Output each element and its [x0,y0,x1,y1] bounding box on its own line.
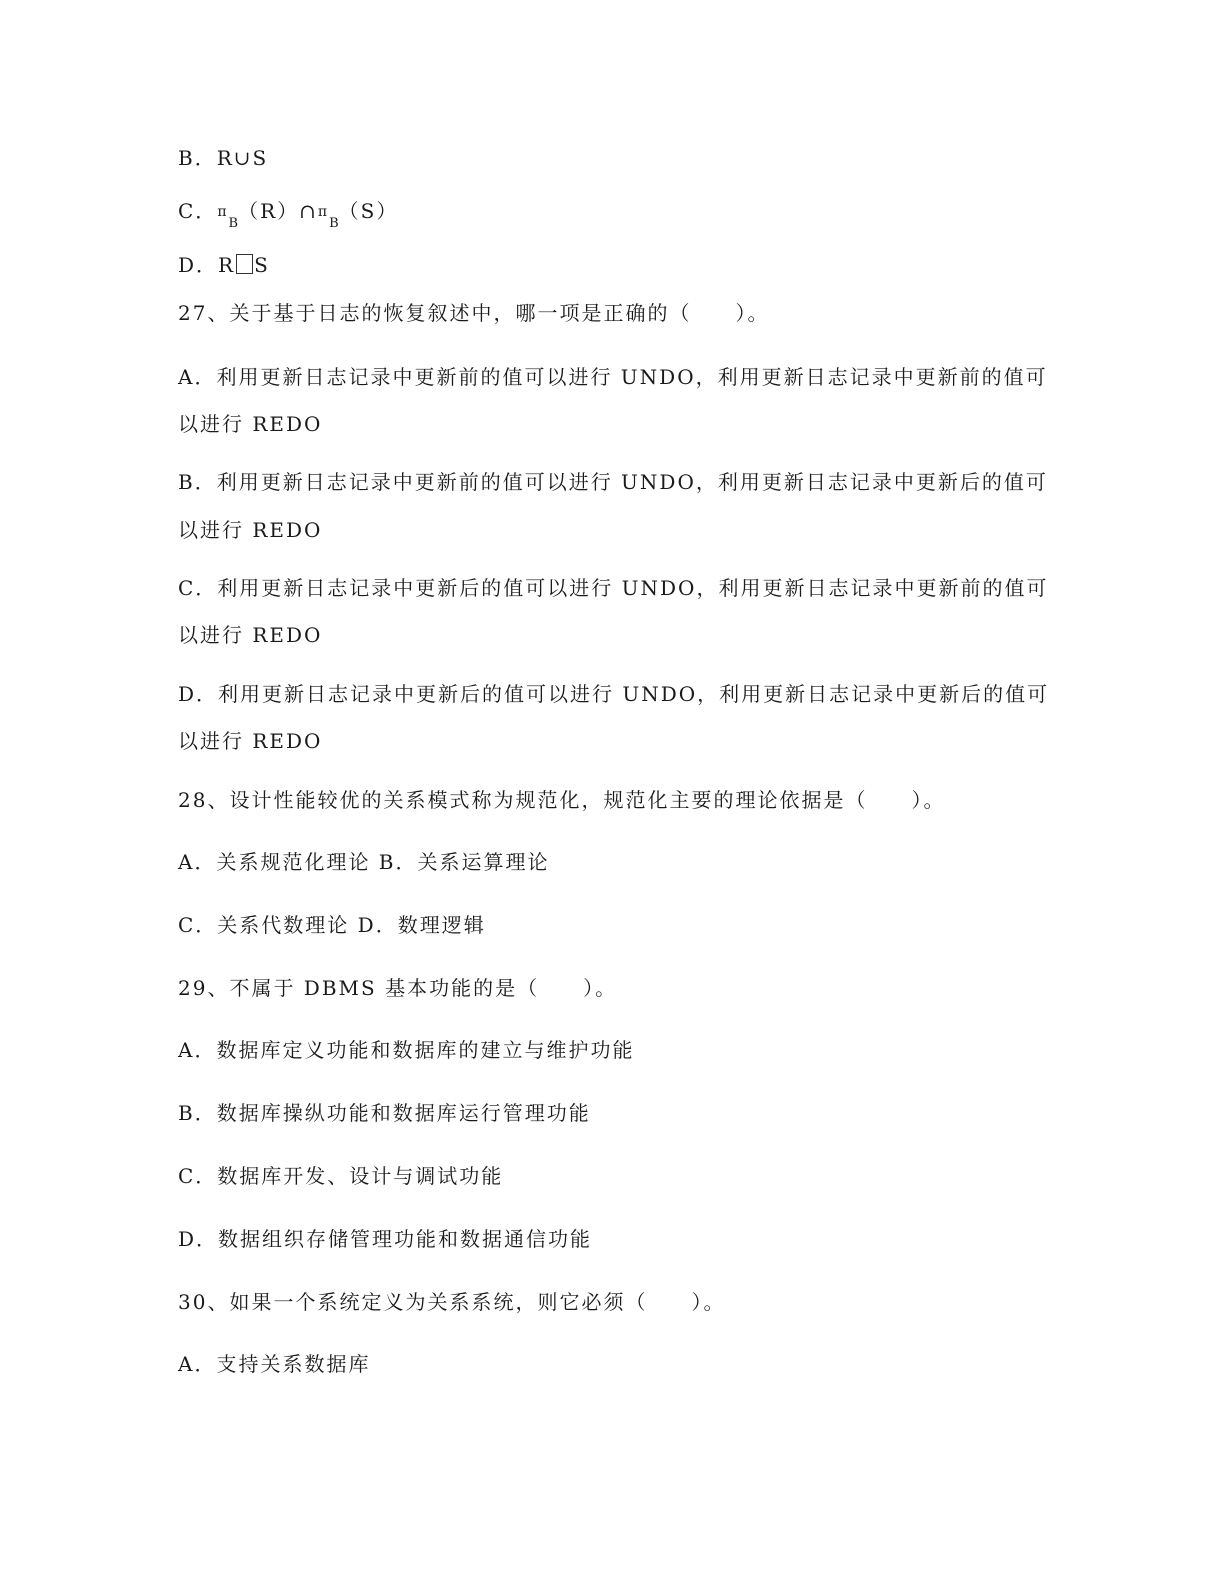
question-27: 27、关于基于日志的恢复叙述中，哪一项是正确的（ ）。 [178,301,770,325]
option-29-d: D．数据组织存储管理功能和数据通信功能 [178,1227,593,1251]
option-27-d-line2: 以进行 REDO [178,729,323,753]
option-26-d [178,251,1058,279]
option-28-cd: C．关系代数理论 D．数理逻辑 [178,913,486,937]
projection-s: （S） [338,199,399,223]
question-29: 29、不属于 DBMS 基本功能的是（ ）。 [178,976,618,1000]
question-30: 30、如果一个系统定义为关系系统，则它必须（ ）。 [178,1290,726,1314]
projection-subscript: B [228,216,239,231]
option-27-b-line1: B．利用更新日志记录中更新前的值可以进行 UNDO，利用更新日志记录中更新后的值可 [178,470,1048,494]
option-27-d-line1: D．利用更新日志记录中更新后的值可以进行 UNDO，利用更新日志记录中更新后的值可 [178,682,1050,706]
option-27-b-line2: 以进行 REDO [178,518,323,542]
option-28-ab: A．关系规范化理论 B．关系运算理论 [178,850,550,874]
operand-s: S [254,253,270,277]
option-27-a-line1: A．利用更新日志记录中更新前的值可以进行 UNDO，利用更新日志记录中更新前的值可 [178,365,1048,389]
question-28: 28、设计性能较优的关系模式称为规范化，规范化主要的理论依据是（ ）。 [178,788,946,812]
option-26-c [178,197,1058,229]
option-27-a-line2: 以进行 REDO [178,412,323,436]
option-29-b: B．数据库操纵功能和数据库运行管理功能 [178,1101,591,1125]
projection-symbol: π [217,204,229,220]
option-label: C． [178,199,218,223]
option-26-b: B．R∪S [178,146,269,170]
join-symbol-icon [236,254,253,274]
option-27-c-line1: C．利用更新日志记录中更新后的值可以进行 UNDO，利用更新日志记录中更新前的值可 [178,576,1049,600]
projection-symbol-2: π [317,204,330,220]
option-30-a: A．支持关系数据库 [178,1352,371,1376]
projection-subscript-2: B [329,216,339,231]
operand-r: D．R [178,253,236,277]
option-29-a: A．数据库定义功能和数据库的建立与维护功能 [178,1038,635,1062]
option-27-c-line2: 以进行 REDO [178,623,323,647]
option-29-c: C．数据库开发、设计与调试功能 [178,1164,504,1188]
projection-r: （R）∩ [238,199,318,223]
